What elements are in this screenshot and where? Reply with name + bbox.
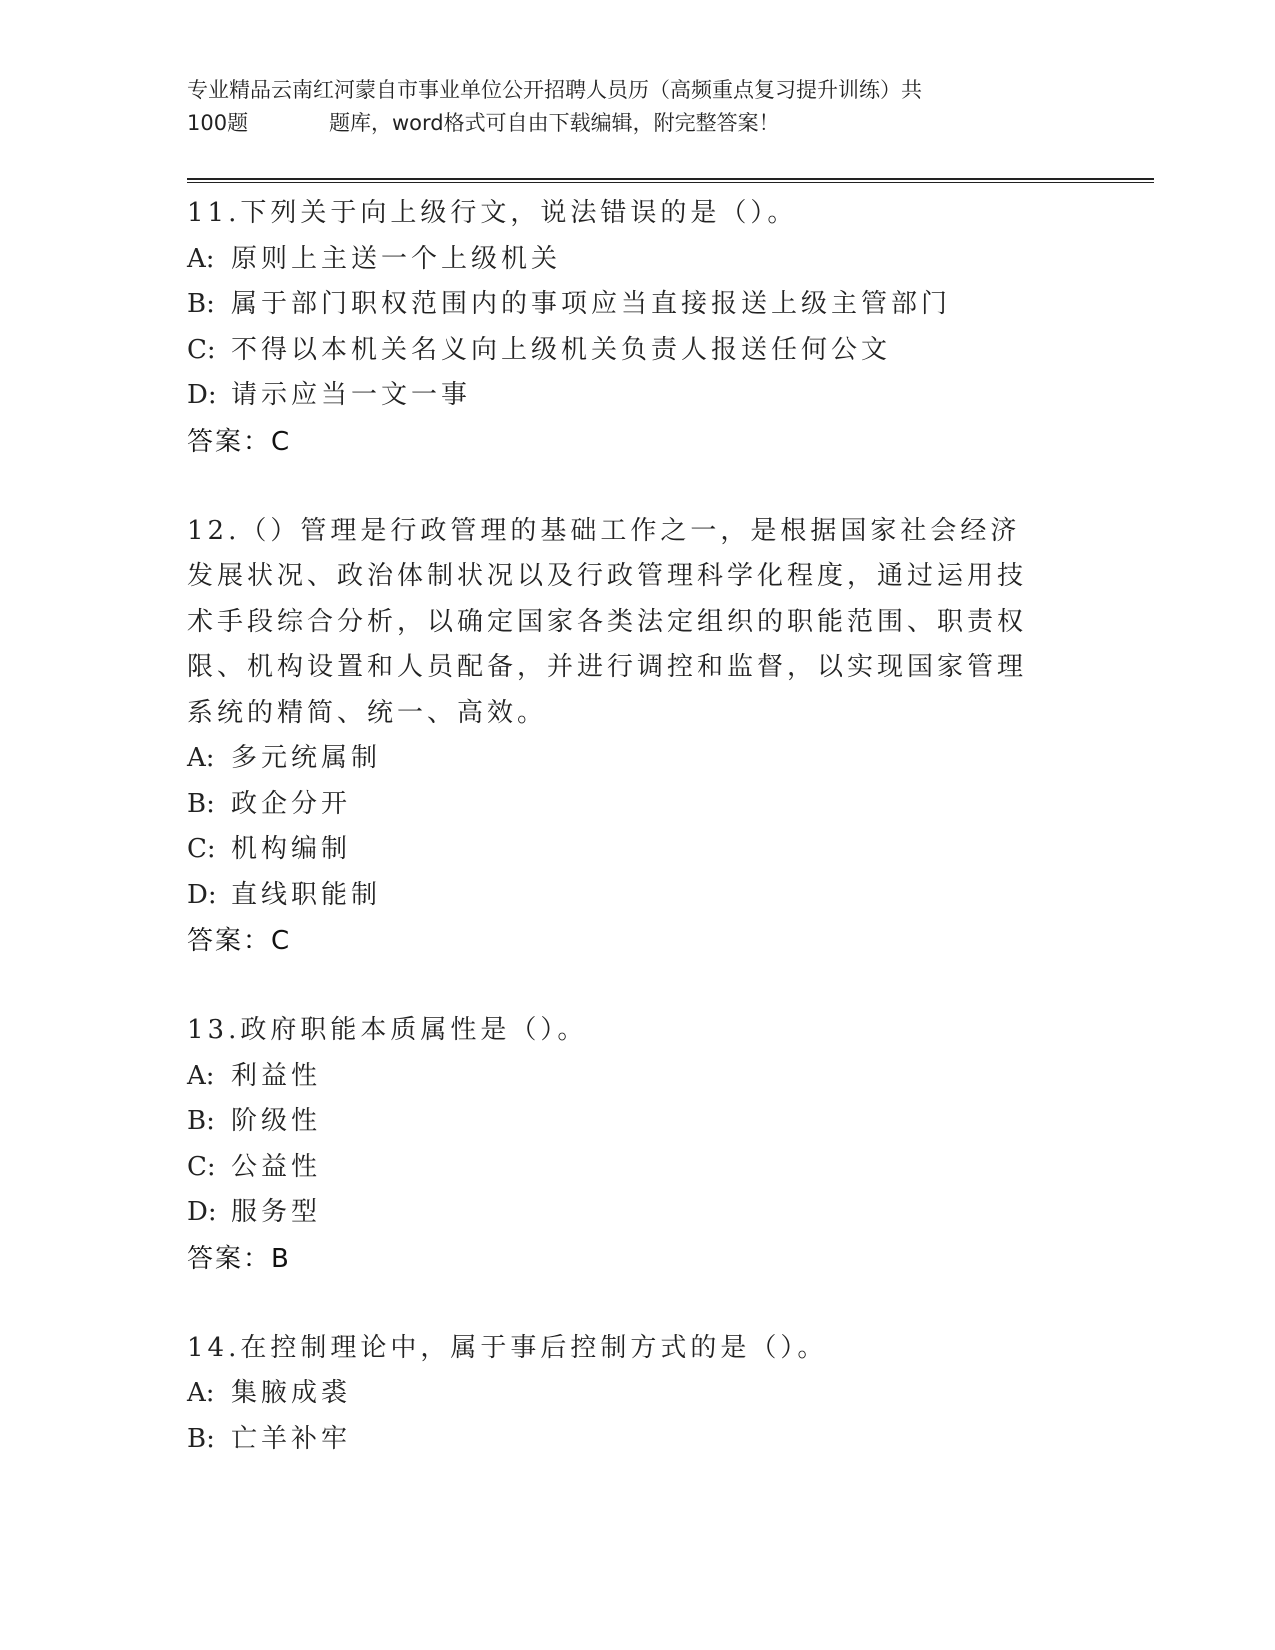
option-text: 亡羊补牢 bbox=[231, 1423, 352, 1454]
option-b bbox=[187, 282, 1087, 328]
option-c bbox=[187, 827, 1087, 873]
question-14 bbox=[187, 1326, 1087, 1463]
option-text: 利益性 bbox=[231, 1060, 322, 1091]
question-text: 12.（）管理是行政管理的基础工作之一，是根据国家社会经济发展状况、政治体制状况以及行政管理科学化程度，通过运用技术手段综合分析，以确定国家各类法定组织的职能范围、职责权限、机构设置和人员配备，并进行调控和监督，以实现国家管理系统的精简、统一、高效。 bbox=[187, 515, 1028, 728]
question-spacer bbox=[187, 964, 1087, 1008]
option-c bbox=[187, 328, 1087, 374]
option-letter: A: bbox=[187, 1060, 215, 1091]
option-text: 多元统属制 bbox=[231, 743, 382, 773]
option-text: 请示应当一文一事 bbox=[231, 380, 472, 410]
question-text: 13.政府职能本质属性是（）。 bbox=[187, 1015, 588, 1045]
option-b bbox=[187, 1417, 1087, 1463]
answer-line: 答案：C bbox=[187, 926, 292, 956]
question-text: 11.下列关于向上级行文，说法错误的是（）。 bbox=[187, 198, 798, 228]
option-letter: C: bbox=[187, 834, 216, 864]
option-letter: B: bbox=[187, 1106, 215, 1136]
option-text: 公益性 bbox=[231, 1151, 322, 1182]
question-13 bbox=[187, 1008, 1087, 1282]
option-text: 政企分开 bbox=[231, 788, 352, 819]
option-d bbox=[187, 1190, 1087, 1236]
question-list bbox=[187, 191, 1087, 1462]
option-letter: C: bbox=[187, 1151, 216, 1182]
question-spacer bbox=[187, 465, 1087, 509]
header-line-1: 专业精品云南红河蒙自市事业单位公开招聘人员历（高频重点复习提升训练）共 bbox=[187, 78, 922, 102]
option-letter: B: bbox=[187, 1423, 215, 1454]
option-text: 集腋成裘 bbox=[231, 1378, 352, 1408]
header-divider-thick bbox=[187, 178, 1154, 180]
header-line-2 bbox=[187, 107, 1067, 140]
option-text: 原则上主送一个上级机关 bbox=[231, 243, 562, 274]
option-text: 不得以本机关名义向上级机关负责人报送任何公文 bbox=[231, 334, 892, 365]
header-question-count: 100题 bbox=[187, 111, 249, 135]
option-d bbox=[187, 873, 1087, 919]
option-text: 直线职能制 bbox=[231, 879, 382, 910]
answer-line: 答案：C bbox=[187, 426, 292, 457]
header-line-2-text: 题库，word格式可自由下载编辑，附完整答案！ bbox=[329, 111, 780, 135]
option-letter: A: bbox=[187, 243, 215, 274]
option-d bbox=[187, 373, 1087, 419]
option-a bbox=[187, 736, 1087, 782]
option-letter: B: bbox=[187, 289, 215, 319]
option-b bbox=[187, 1099, 1087, 1145]
option-letter: B: bbox=[187, 788, 215, 819]
option-letter: D: bbox=[187, 1197, 217, 1227]
option-a bbox=[187, 1054, 1087, 1100]
question-11 bbox=[187, 191, 1087, 465]
header-divider-thin bbox=[187, 182, 1154, 183]
option-text: 服务型 bbox=[231, 1197, 322, 1227]
question-spacer bbox=[187, 1282, 1087, 1326]
document-header bbox=[187, 74, 1067, 140]
option-text: 属于部门职权范围内的事项应当直接报送上级主管部门 bbox=[231, 289, 952, 319]
option-letter: D: bbox=[187, 879, 217, 910]
option-a bbox=[187, 1371, 1087, 1417]
answer-line: 答案：B bbox=[187, 1243, 291, 1274]
option-letter: C: bbox=[187, 334, 216, 365]
option-a bbox=[187, 237, 1087, 283]
question-12 bbox=[187, 509, 1087, 965]
option-letter: A: bbox=[187, 743, 215, 773]
option-letter: D: bbox=[187, 380, 217, 410]
option-c bbox=[187, 1145, 1087, 1191]
option-text: 机构编制 bbox=[231, 834, 352, 864]
option-b bbox=[187, 782, 1087, 828]
option-text: 阶级性 bbox=[231, 1106, 322, 1136]
question-text: 14.在控制理论中，属于事后控制方式的是（）。 bbox=[187, 1332, 828, 1363]
option-letter: A: bbox=[187, 1378, 215, 1408]
